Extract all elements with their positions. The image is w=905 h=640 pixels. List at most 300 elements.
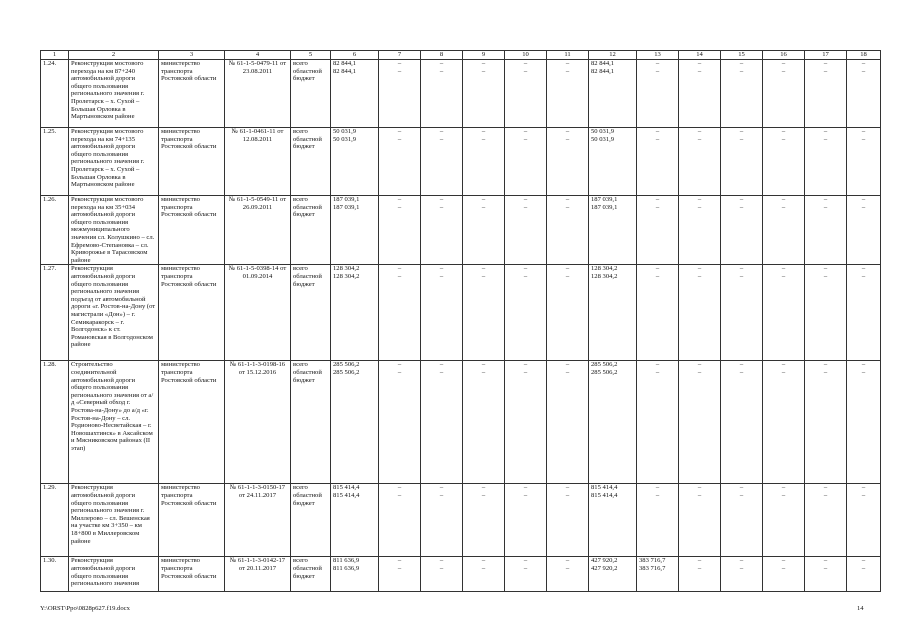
value-cell-c14 xyxy=(679,484,721,557)
value-cell-c6 xyxy=(331,196,379,265)
value: – xyxy=(739,361,744,369)
value: – xyxy=(861,361,866,369)
value-cell-c10 xyxy=(505,265,547,361)
value: – xyxy=(397,564,402,572)
value-cell-c16 xyxy=(763,128,805,196)
value-cell-c13 xyxy=(637,361,679,484)
value: – xyxy=(565,67,570,75)
value: – xyxy=(697,484,702,492)
responsible-org: министерство транспорта Ростовской области xyxy=(159,128,225,196)
column-header: 9 xyxy=(463,51,505,60)
value-cell-c7 xyxy=(379,196,421,265)
value: – xyxy=(781,557,786,565)
value-cell-c13 xyxy=(637,484,679,557)
value-cell-c8 xyxy=(421,60,463,128)
value: 50 031,9 xyxy=(591,135,615,143)
value-cell-c11 xyxy=(547,361,589,484)
value: – xyxy=(565,203,570,211)
value: – xyxy=(823,361,828,369)
value: – xyxy=(781,484,786,492)
value: – xyxy=(439,128,444,135)
value: – xyxy=(739,196,744,203)
value: – xyxy=(439,60,444,67)
value: – xyxy=(861,564,866,572)
table-row xyxy=(41,361,881,484)
value: – xyxy=(565,361,570,369)
column-header: 16 xyxy=(763,51,805,60)
value-cell-c18 xyxy=(847,557,881,592)
value: – xyxy=(481,361,486,369)
object-name: Реконструкция мостового перехода на км 35+034 автомобильной дороги общего пользования межмуниципального значения сл. Колушкино – сл. Ефремово-Степановка – сл. Криворожье в Тарасовском районе xyxy=(69,196,159,265)
value: – xyxy=(565,272,570,280)
value: – xyxy=(739,484,744,492)
value-cell-c18 xyxy=(847,361,881,484)
value: – xyxy=(481,128,486,135)
table-row xyxy=(41,128,881,196)
value: – xyxy=(781,128,786,135)
value: – xyxy=(439,196,444,203)
value: – xyxy=(397,135,402,143)
value: – xyxy=(655,272,660,280)
document-sheet xyxy=(40,50,867,592)
value: – xyxy=(523,484,528,492)
responsible-org: министерство транспорта Ростовской области xyxy=(159,361,225,484)
value-cell-c11 xyxy=(547,265,589,361)
value: – xyxy=(861,484,866,492)
value-cell-c18 xyxy=(847,196,881,265)
value: – xyxy=(655,60,660,67)
table-row xyxy=(41,60,881,128)
value: – xyxy=(781,272,786,280)
value: – xyxy=(697,557,702,565)
value: – xyxy=(739,564,744,572)
funding-source-item: всего xyxy=(293,128,308,135)
value: – xyxy=(861,368,866,376)
budget-table xyxy=(40,50,881,592)
value: – xyxy=(739,203,744,211)
value: – xyxy=(697,272,702,280)
column-header: 13 xyxy=(637,51,679,60)
value: – xyxy=(781,265,786,273)
value: – xyxy=(439,135,444,143)
value: – xyxy=(523,196,528,203)
expertise-doc: № 61-1-0461-11 от 12.08.2011 xyxy=(225,128,291,196)
value: 815 414,4 xyxy=(333,491,360,499)
column-header: 8 xyxy=(421,51,463,60)
value: – xyxy=(523,368,528,376)
value: – xyxy=(781,196,786,203)
value-cell-c14 xyxy=(679,60,721,128)
value: – xyxy=(397,203,402,211)
value: – xyxy=(781,60,786,67)
value: – xyxy=(397,484,402,492)
value-cell-c13 xyxy=(637,60,679,128)
value: 285 506,2 xyxy=(591,361,618,369)
value: – xyxy=(861,60,866,67)
value-cell-c16 xyxy=(763,361,805,484)
value: – xyxy=(697,135,702,143)
value-cell-c8 xyxy=(421,361,463,484)
value-cell-c17 xyxy=(805,60,847,128)
value: 82 844,1 xyxy=(333,60,357,67)
column-header: 6 xyxy=(331,51,379,60)
value: – xyxy=(697,265,702,273)
value: – xyxy=(823,484,828,492)
value: – xyxy=(655,361,660,369)
value: – xyxy=(697,368,702,376)
value: – xyxy=(655,67,660,75)
file-path: Y:\ORST\Ppo\0828p627.f19.docx xyxy=(40,605,130,612)
value-cell-c9 xyxy=(463,265,505,361)
value: – xyxy=(523,491,528,499)
value-cell-c12 xyxy=(589,484,637,557)
value-cell-c9 xyxy=(463,128,505,196)
value: – xyxy=(565,491,570,499)
value: – xyxy=(823,196,828,203)
value: – xyxy=(655,128,660,135)
column-header: 2 xyxy=(69,51,159,60)
value: – xyxy=(781,491,786,499)
value-cell-c18 xyxy=(847,484,881,557)
row-number: 1.27. xyxy=(41,265,69,361)
row-number: 1.26. xyxy=(41,196,69,265)
value-cell-c6 xyxy=(331,361,379,484)
value: – xyxy=(397,128,402,135)
value: – xyxy=(861,265,866,273)
column-header: 3 xyxy=(159,51,225,60)
value-cell-c18 xyxy=(847,128,881,196)
value: – xyxy=(397,368,402,376)
value: – xyxy=(823,203,828,211)
value-cell-c6 xyxy=(331,128,379,196)
value-cell-c16 xyxy=(763,196,805,265)
value: 128 304,2 xyxy=(591,272,618,280)
value: – xyxy=(823,135,828,143)
value: – xyxy=(523,203,528,211)
value-cell-c6 xyxy=(331,265,379,361)
funding-source xyxy=(291,265,331,361)
value: – xyxy=(739,265,744,273)
value: – xyxy=(397,265,402,273)
value-cell-c13 xyxy=(637,557,679,592)
value-cell-c7 xyxy=(379,557,421,592)
value: – xyxy=(781,564,786,572)
value-cell-c17 xyxy=(805,361,847,484)
value: – xyxy=(655,203,660,211)
value-cell-c6 xyxy=(331,484,379,557)
value: – xyxy=(823,491,828,499)
value: – xyxy=(481,557,486,565)
value: – xyxy=(697,196,702,203)
value: – xyxy=(523,67,528,75)
object-name: Реконструкция мостового перехода на км 74+135 автомобильной дороги общего пользования регионального значения г. Пролетарск – х. Сухой – Большая Орловка в Мартыновском районе xyxy=(69,128,159,196)
responsible-org: министерство транспорта Ростовской области xyxy=(159,557,225,592)
value: – xyxy=(481,203,486,211)
value: – xyxy=(781,135,786,143)
funding-source-item: всего xyxy=(293,484,308,492)
value-cell-c8 xyxy=(421,196,463,265)
value: – xyxy=(697,67,702,75)
value: 285 506,2 xyxy=(591,368,618,376)
value: – xyxy=(397,60,402,67)
value-cell-c17 xyxy=(805,484,847,557)
row-number: 1.29. xyxy=(41,484,69,557)
value-cell-c13 xyxy=(637,128,679,196)
value-cell-c15 xyxy=(721,128,763,196)
expertise-doc: № 61-1-1-3-0150-17 от 24.11.2017 xyxy=(225,484,291,557)
value-cell-c8 xyxy=(421,128,463,196)
funding-source-item: областной бюджет xyxy=(293,67,322,83)
object-name: Реконструкция автомобильной дороги общего пользования регионального значения подъезд от автомобильной дороги «г. Ростов-на-Дону (от магистрали «Дон») – г. Семикаракорск – г. Волгодонск» к ст. Романовская в Волгодонском районе xyxy=(69,265,159,361)
column-header: 1 xyxy=(41,51,69,60)
value: 815 414,4 xyxy=(591,491,618,499)
value: – xyxy=(439,491,444,499)
value: – xyxy=(481,564,486,572)
column-header: 14 xyxy=(679,51,721,60)
value: – xyxy=(781,67,786,75)
value-cell-c8 xyxy=(421,484,463,557)
value-cell-c12 xyxy=(589,265,637,361)
value: – xyxy=(739,272,744,280)
value: – xyxy=(439,557,444,565)
value: 383 716,7 xyxy=(639,557,666,565)
value: – xyxy=(861,491,866,499)
value: – xyxy=(439,368,444,376)
value-cell-c8 xyxy=(421,265,463,361)
value: 128 304,2 xyxy=(333,265,360,273)
value: 187 039,1 xyxy=(591,196,618,203)
value: 187 039,1 xyxy=(333,196,360,203)
value: – xyxy=(523,272,528,280)
value-cell-c11 xyxy=(547,196,589,265)
value: 82 844,1 xyxy=(333,67,357,75)
value: – xyxy=(481,196,486,203)
value: – xyxy=(481,135,486,143)
value: – xyxy=(565,557,570,565)
value-cell-c10 xyxy=(505,484,547,557)
value: – xyxy=(481,265,486,273)
value: – xyxy=(565,135,570,143)
value: – xyxy=(523,361,528,369)
value: – xyxy=(861,128,866,135)
funding-source-item: всего xyxy=(293,361,308,369)
value: – xyxy=(697,491,702,499)
value-cell-c18 xyxy=(847,265,881,361)
value-cell-c15 xyxy=(721,196,763,265)
expertise-doc: № 61-1-1-3-0142-17 от 20.11.2017 xyxy=(225,557,291,592)
value: 427 920,2 xyxy=(591,557,618,565)
value: – xyxy=(655,491,660,499)
value: – xyxy=(823,368,828,376)
funding-source-item: областной бюджет xyxy=(293,272,322,288)
value: – xyxy=(781,203,786,211)
value: 50 031,9 xyxy=(591,128,615,135)
funding-source xyxy=(291,557,331,592)
value-cell-c17 xyxy=(805,128,847,196)
value: – xyxy=(523,128,528,135)
value-cell-c15 xyxy=(721,484,763,557)
value-cell-c12 xyxy=(589,196,637,265)
value: – xyxy=(439,203,444,211)
value: – xyxy=(439,67,444,75)
object-name: Строительство соединительной автомобильной дороги общего пользования регионального значения от а/д «Северный обход г. Ростова-на-Дону» до а/д «г. Ростов-на-Дону – сл. Родионово-Несветайская – г. Новошахтинск» в Аксайском и Мясниковском районах (II этап) xyxy=(69,361,159,484)
value: 815 414,4 xyxy=(591,484,618,492)
funding-source-item: областной бюджет xyxy=(293,135,322,151)
value-cell-c9 xyxy=(463,196,505,265)
funding-source xyxy=(291,60,331,128)
value-cell-c9 xyxy=(463,60,505,128)
value-cell-c7 xyxy=(379,484,421,557)
value: 128 304,2 xyxy=(591,265,618,273)
funding-source-item: всего xyxy=(293,60,308,67)
value-cell-c10 xyxy=(505,60,547,128)
value: – xyxy=(565,265,570,273)
column-header: 15 xyxy=(721,51,763,60)
value-cell-c9 xyxy=(463,361,505,484)
value: 811 636,9 xyxy=(333,557,360,565)
value: – xyxy=(781,361,786,369)
value-cell-c7 xyxy=(379,128,421,196)
funding-source-item: всего xyxy=(293,265,308,273)
value: – xyxy=(655,135,660,143)
value-cell-c12 xyxy=(589,128,637,196)
value-cell-c10 xyxy=(505,128,547,196)
value: – xyxy=(565,484,570,492)
value: – xyxy=(697,564,702,572)
value: – xyxy=(781,368,786,376)
value: – xyxy=(823,60,828,67)
value: – xyxy=(565,128,570,135)
table-row xyxy=(41,557,881,592)
value: – xyxy=(481,491,486,499)
funding-source xyxy=(291,361,331,484)
value: – xyxy=(739,557,744,565)
value: – xyxy=(739,368,744,376)
value: 285 506,2 xyxy=(333,368,360,376)
funding-source-item: всего xyxy=(293,557,308,565)
value: – xyxy=(739,128,744,135)
value-cell-c17 xyxy=(805,557,847,592)
funding-source xyxy=(291,128,331,196)
value: 187 039,1 xyxy=(591,203,618,211)
value-cell-c15 xyxy=(721,557,763,592)
funding-source xyxy=(291,196,331,265)
value: – xyxy=(397,196,402,203)
value: – xyxy=(565,60,570,67)
value: 128 304,2 xyxy=(333,272,360,280)
table-row xyxy=(41,265,881,361)
value-cell-c16 xyxy=(763,557,805,592)
column-header: 17 xyxy=(805,51,847,60)
value: – xyxy=(523,557,528,565)
value-cell-c11 xyxy=(547,60,589,128)
column-header: 11 xyxy=(547,51,589,60)
value: – xyxy=(439,361,444,369)
object-name: Реконструкция автомобильной дороги общего пользования регионального значения xyxy=(69,557,159,592)
value-cell-c16 xyxy=(763,265,805,361)
expertise-doc: № 61-1-5-0398-14 от 01.09.2014 xyxy=(225,265,291,361)
value: – xyxy=(739,491,744,499)
value-cell-c18 xyxy=(847,60,881,128)
value: – xyxy=(655,196,660,203)
value-cell-c16 xyxy=(763,60,805,128)
value: – xyxy=(481,484,486,492)
value: – xyxy=(739,60,744,67)
responsible-org: министерство транспорта Ростовской области xyxy=(159,484,225,557)
value-cell-c14 xyxy=(679,196,721,265)
value-cell-c14 xyxy=(679,128,721,196)
object-name: Реконструкция мостового перехода на км 87+240 автомобильной дороги общего пользования регионального значения г. Пролетарск – х. Сухой – Большая Орловка в Мартыновском районе xyxy=(69,60,159,128)
table-row xyxy=(41,484,881,557)
value-cell-c14 xyxy=(679,265,721,361)
value-cell-c15 xyxy=(721,265,763,361)
object-name: Реконструкция автомобильной дороги общего пользования регионального значения г. Миллерово – сл. Вешенская на участке км 3+350 – км 18+800 в Миллеровском районе xyxy=(69,484,159,557)
expertise-doc: № 61-1-5-0549-11 от 26.09.2011 xyxy=(225,196,291,265)
value: 82 844,1 xyxy=(591,60,615,67)
value-cell-c14 xyxy=(679,361,721,484)
row-number: 1.30. xyxy=(41,557,69,592)
value-cell-c13 xyxy=(637,265,679,361)
value-cell-c7 xyxy=(379,361,421,484)
value: 383 716,7 xyxy=(639,564,666,572)
value-cell-c12 xyxy=(589,361,637,484)
value: – xyxy=(523,564,528,572)
value: 50 031,9 xyxy=(333,135,357,143)
value: – xyxy=(861,203,866,211)
value-cell-c12 xyxy=(589,60,637,128)
table-row xyxy=(41,196,881,265)
value: – xyxy=(481,368,486,376)
value-cell-c17 xyxy=(805,265,847,361)
value: – xyxy=(397,272,402,280)
value: – xyxy=(697,128,702,135)
value: – xyxy=(397,557,402,565)
value: – xyxy=(523,135,528,143)
value: – xyxy=(439,484,444,492)
value: 285 506,2 xyxy=(333,361,360,369)
value: – xyxy=(655,265,660,273)
value: – xyxy=(565,564,570,572)
value-cell-c8 xyxy=(421,557,463,592)
value: – xyxy=(655,368,660,376)
value: – xyxy=(861,196,866,203)
value: – xyxy=(439,272,444,280)
row-number: 1.28. xyxy=(41,361,69,484)
value: – xyxy=(823,128,828,135)
funding-source-item: областной бюджет xyxy=(293,368,322,384)
responsible-org: министерство транспорта Ростовской области xyxy=(159,265,225,361)
expertise-doc: № 61-1-1-3-0198-16 от 15.12.2016 xyxy=(225,361,291,484)
value: – xyxy=(861,557,866,565)
funding-source-item: областной бюджет xyxy=(293,564,322,580)
value: – xyxy=(565,196,570,203)
funding-source-item: областной бюджет xyxy=(293,203,322,219)
value-cell-c11 xyxy=(547,557,589,592)
value-cell-c6 xyxy=(331,60,379,128)
value: – xyxy=(565,368,570,376)
value: – xyxy=(397,491,402,499)
column-header: 12 xyxy=(589,51,637,60)
value-cell-c14 xyxy=(679,557,721,592)
value: – xyxy=(861,135,866,143)
value-cell-c10 xyxy=(505,196,547,265)
value: – xyxy=(861,67,866,75)
value: – xyxy=(481,60,486,67)
value: – xyxy=(739,67,744,75)
value-cell-c9 xyxy=(463,484,505,557)
value-cell-c17 xyxy=(805,196,847,265)
value: 82 844,1 xyxy=(591,67,615,75)
